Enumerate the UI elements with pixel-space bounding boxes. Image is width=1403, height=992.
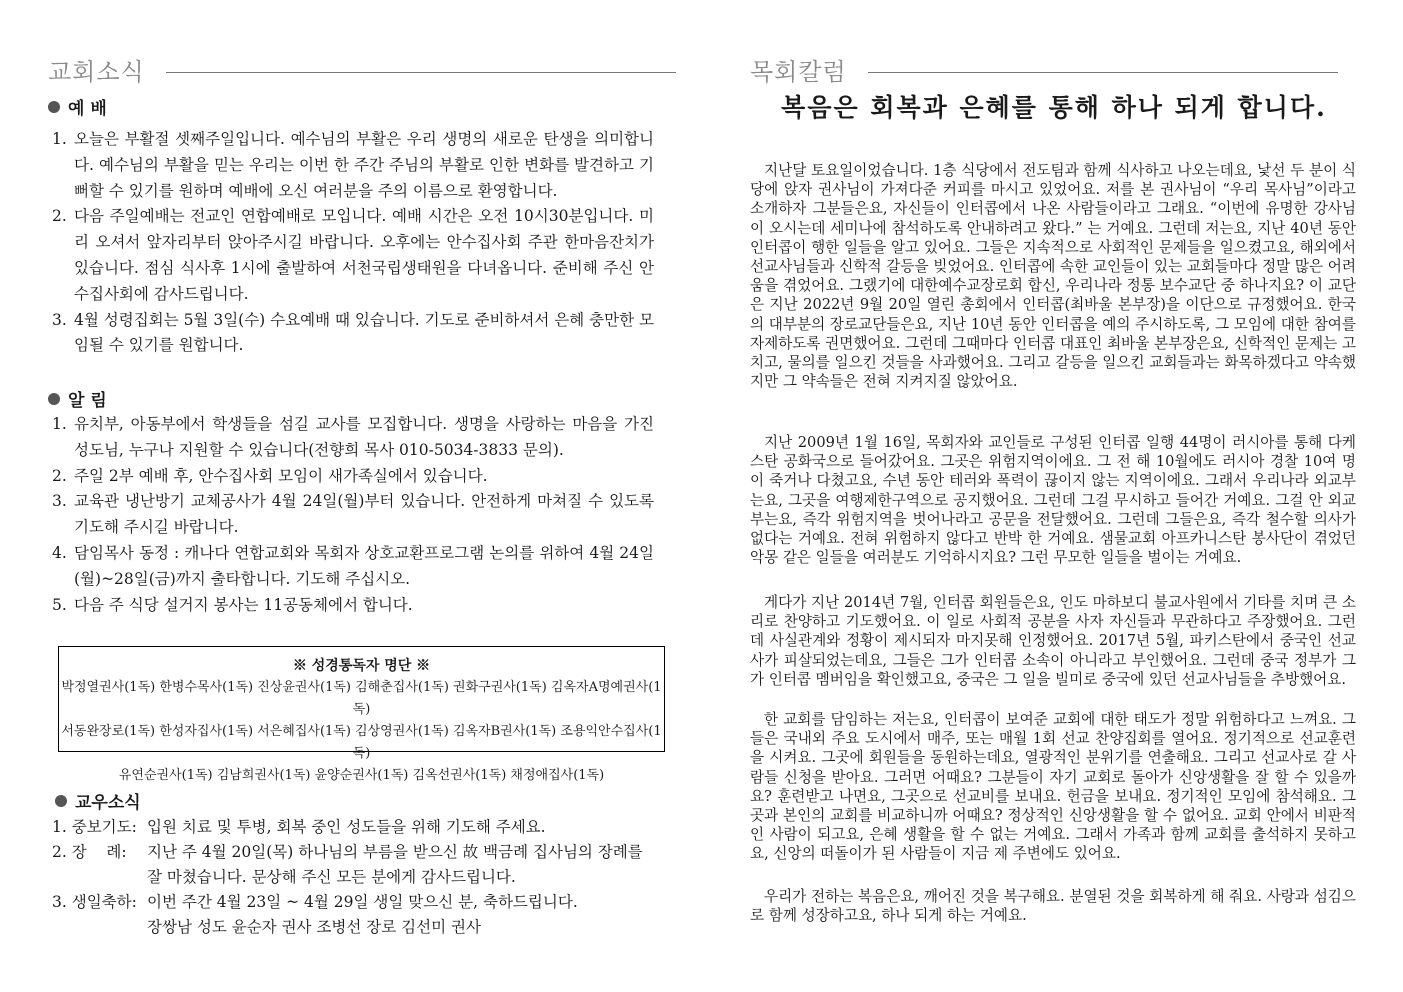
notice-heading-label: 알 림 (68, 391, 107, 411)
list-item: 5. 다음 주 식당 설거지 봉사는 11공동체에서 합니다. (52, 595, 413, 614)
bullet-icon (48, 101, 60, 113)
left-section-rule (166, 72, 676, 73)
left-section-title: 교회소식 (48, 58, 145, 86)
members-row: 장쌍남 성도 윤순자 권사 조병선 장로 김선미 권사 (147, 918, 481, 936)
column-paragraph: 지난 2009년 1월 16일, 목회자와 교인들로 구성된 인터콥 일행 44명이 러시아를 통해 다케스탄 공화국으로 들어갔어요. 그곳은 위험지역이에요. 그 전 해 10월에도 러시아 경찰 10여 명이 죽거나 다쳤고요, 수년 동안 테러와 폭력이 끊이지 않는 지역이에요. 그래서 우리나라 외교부는요, 그곳을 여행제한구역으로 공지했어요. 그런데 그걸 무시하고 들어간 거예요. 그걸 안 외교부는요, 즉각 위험지역을 벗어나라고 공문을 전달했어요. 그런데 그들은요, 즉각 철수할 의사가 없다는 거예요. 전혀 위험하지 않다고 반박 한 거예요. 샘물교회 아프카니스탄 봉사단이 겪었던 악몽 같은 일들을 여러분도 기억하시지요? 그런 무모한 일들을 벌이는 거예요. (750, 434, 1356, 567)
list-item: 1. 오늘은 부활절 셋째주일입니다. 예수님의 부활은 우리 생명의 새로운 탄생을 의미합니다. 예수님의 부활을 믿는 우리는 이번 한 주간 주님의 부활로 인한 변화를 발견하고 기뻐할 수 있기를 원하며 예배에 오신 여러분을 주의 이름으로 환영합니다. (52, 130, 654, 200)
list-item: 3. 교육관 냉난방기 교체공사가 4월 24일(월)부터 있습니다. 안전하게 마쳐질 수 있도록 기도해 주시길 바랍니다. (52, 492, 654, 537)
list-item: 1. 유치부, 아동부에서 학생들을 섬길 교사를 모집합니다. 생명을 사랑하는 마음을 가진 성도님, 누구나 지원할 수 있습니다(전향희 목사 010-5034-3833 문의). (52, 415, 654, 459)
worship-heading-label: 예 배 (68, 99, 107, 119)
bullet-icon (55, 795, 67, 807)
members-row: 2. 장 례: 지난 주 4월 20일(목) 하나님의 부름을 받으신 故 백금례 집사님의 장례를 잘 마쳤습니다. 문상해 주신 모든 분에게 감사드립니다. (52, 843, 643, 886)
column-paragraph: 지난달 토요일이었습니다. 1층 식당에서 전도팀과 함께 식사하고 나오는데요, 낯선 두 분이 식당에 앉자 권사님이 가져다준 커피를 마시고 있었어요. 저를 본 권사님이 “우리 목사님”이라고 소개하자 그분들은요, 자신들이 인터콥에서 나온 사람들이라고 그래요. “이번에 유명한 강사님이 오시는데 세미나에 참석하도록 안내하려고 왔다.” 는 거예요. 그런데 저는요, 지난 40년 동안 인터콥이 행한 일들을 알고 있어요. 그들은 지속적으로 사회적인 문제들을 일으켰고요, 해외에서 선교사님들과 신학적 갈등을 빚었어요. 인터콥에 속한 교인들이 있는 교회들마다 정말 많은 어려움을 겪었어요. 그랬기에 대한예수교장로회 합신, 우리나라 정통 보수교단 중 하나지요? 이 교단은 지난 2022년 9월 20일 열린 총회에서 인터콥(최바울 본부장)을 이단으로 규정했어요. 한국의 대부분의 장로교단들은요, 지난 10년 동안 인터콥을 예의 주시하도록, 그 모임에 대한 참여를 자제하도록 권면했어요. 그런데 그때마다 인터콥 대표인 최바울 본부장은요, 신학적인 문제는 고치고, 물의를 일으킨 것들을 사과했어요. 그리고 갈등을 일으킨 교회들과는 화목하겠다고 약속했지만 그 약속들은 전혀 지켜지질 않았어요. (750, 162, 1356, 391)
worship-list (52, 127, 654, 359)
box-line: 박정열권사(1독) 한병수목사(1독) 진상윤권사(1독) 김해춘집사(1독) 권화구권사(1독) 김옥자A명예권사(1독) (61, 680, 662, 717)
list-item: 2. 다음 주일예배는 전교인 연합예배로 모입니다. 예배 시간은 오전 10시30분입니다. 미리 오셔서 앞자리부터 앉아주시길 바랍니다. 오후에는 안수집사회 주관 한마음잔치가 있습니다. 점심 식사후 1시에 출발하여 서천국립생태원을 다녀옵니다. 준비해 주신 안수집사회에 감사드립니다. (52, 207, 654, 303)
right-section-title: 목회칼럼 (750, 58, 847, 86)
members-row: 3. 생일축하: 이번 주간 4월 23일 ~ 4월 29일 생일 맞으신 분, 축하드립니다. (52, 893, 578, 911)
column-paragraph: 게다가 지난 2014년 7월, 인터콥 회원들은요, 인도 마하보디 불교사원에서 기타를 치며 큰 소리로 찬양하고 기도했어요. 이 일로 사회적 공분을 사자 자신들과 무관하다고 주장했어요. 그런데 사실관계와 정황이 제시되자 마지못해 인정했어요. 2017년 5월, 파키스탄에서 중국인 선교사가 피살되었는데요, 그들은 그가 인터콥 소속이 아니라고 부인했어요. 그런데 중국 정부가 그가 인터콥 멤버임을 확인했고요, 중국은 그 일을 빌미로 중국에 있던 선교사님들을 추방했어요. (750, 594, 1356, 688)
worship-heading (48, 94, 107, 119)
members-heading (55, 788, 141, 813)
notice-heading (48, 386, 107, 411)
right-section-rule (868, 72, 1338, 73)
box-title: ※ 성경통독자 명단 ※ (292, 658, 431, 674)
column-paragraph: 한 교회를 담임하는 저는요, 인터콥이 보여준 교회에 대한 태도가 정말 위험하다고 느껴요. 그들은 국내외 주요 도시에서 매주, 또는 매월 1회 선교 찬양집회를 열어요. 정기적으로 선교훈련을 시켜요. 그곳에 회원들을 동원하는데요, 열광적인 분위기를 연출해요. 그리고 선교사로 갈 사람들 신청을 받아요. 그러면 어때요? 그분들이 자기 교회로 돌아가 신앙생활을 잘 할 수 있을까요? 훈련받고 나면요, 그곳으로 선교비를 보내요. 헌금을 보내요. 정기적인 모임에 참석해요. 그곳과 본인의 교회를 비교하니까 어때요? 정상적인 신앙생활을 할 수 없어요. 교회 안에서 비판적인 사람이 되고요, 은혜 생활을 할 수 없는 거예요. 그래서 가족과 함께 교회를 출석하지 못하고요, 신앙의 떠돌이가 된 사람들이 지금 제 주변에도 있어요. (750, 711, 1356, 863)
list-item: 2. 주일 2부 예배 후, 안수집사회 모임이 새가족실에서 있습니다. (52, 466, 488, 485)
column-paragraph: 우리가 전하는 복음은요, 깨어진 것을 복구해요. 분열된 것을 회복하게 해 줘요. 사랑과 섬김으로 함께 성장하고요, 하나 되게 하는 거예요. (750, 888, 1356, 925)
notice-list (52, 412, 654, 618)
list-item: 4. 담임목사 동정 : 캐나다 연합교회와 목회자 상호교환프로그램 논의를 위하여 4월 24일(월)~28일(금)까지 출타합니다. 기도해 주십시오. (52, 543, 654, 588)
box-line: 서동완장로(1독) 한성자집사(1독) 서은혜집사(1독) 김상영권사(1독) 김옥자B권사(1독) 조용익안수집사(1독) (61, 724, 662, 761)
bible-readers-box (58, 646, 665, 783)
members-row: 1. 중보기도: 입원 치료 및 투병, 회복 중인 성도들을 위해 기도해 주세요. (52, 818, 546, 836)
members-list (52, 815, 652, 940)
bullet-icon (48, 393, 60, 405)
column-title: 복음은 회복과 은혜를 통해 하나 되게 합니다. (781, 93, 1327, 122)
box-line: 유연순권사(1독) 김남희권사(1독) 윤양순권사(1독) 김옥선권사(1독) 채정애집사(1독) (118, 768, 605, 783)
members-heading-label: 교우소식 (75, 793, 141, 813)
list-item: 3. 4월 성령집회는 5월 3일(수) 수요예배 때 있습니다. 기도로 준비하셔서 은혜 충만한 모임될 수 있기를 원합니다. (52, 310, 654, 355)
